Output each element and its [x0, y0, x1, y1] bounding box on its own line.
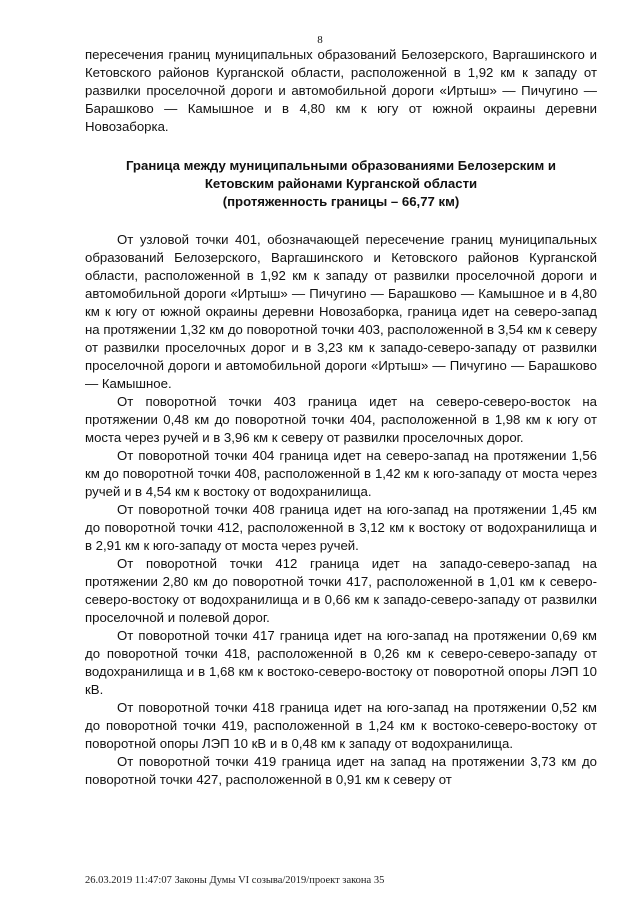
- section-heading-line-1: Граница между муниципальными образованиями Белозерским и: [125, 158, 557, 173]
- document-body: [85, 46, 597, 789]
- section-heading: [85, 157, 597, 211]
- body-paragraph: От поворотной точки 417 граница идет на юго-запад на протяжении 0,69 км до поворотной точки 418, расположенной в 0,26 км к северо-северо-западу от водохранилища и в 1,68 км к востоко-северо-востоку от поворотной опоры ЛЭП 10 кВ.: [85, 628, 597, 697]
- body-paragraph: От узловой точки 401, обозначающей пересечение границ муниципальных образований Белозерского, Варгашинского и Кетовского районов Курганской области, расположенной в 1,92 км к западу от развилки проселочной дороги и автомобильной дороги «Иртыш» — Пичугино — Барашково — Камышное и в 4,80 км к югу от южной окраины деревни Новозаборка, граница идет на северо-запад на протяжении 1,32 км до поворотной точки 403, расположенной в 3,54 км к северу от развилки проселочных дорог и в 3,23 км к западо-северо-западу от развилки проселочной дороги и автомобильной дороги «Иртыш» — Пичугино — Барашково — Камышное.: [85, 232, 597, 391]
- body-paragraph: От поворотной точки 404 граница идет на северо-запад на протяжении 1,56 км до поворотной точки 408, расположенной в 1,42 км к юго-западу от моста через ручей и в 4,54 км к востоку от водохранилища.: [85, 448, 597, 499]
- document-footer: 26.03.2019 11:47:07 Законы Думы VI созыва/2019/проект закона 35: [85, 875, 385, 886]
- body-paragraph: От поворотной точки 419 граница идет на запад на протяжении 3,73 км до поворотной точки 427, расположенной в 0,91 км к северу от: [85, 754, 597, 787]
- body-paragraph: От поворотной точки 408 граница идет на юго-запад на протяжении 1,45 км до поворотной точки 412, расположенной в 3,12 км к востоку от водохранилища и в 2,91 км к юго-западу от моста через ручей.: [85, 502, 597, 553]
- body-paragraph: От поворотной точки 403 граница идет на северо-северо-восток на протяжении 0,48 км до поворотной точки 404, расположенной в 1,98 км к югу от моста через ручей и в 3,96 км к северу от развилки проселочных дорог.: [85, 394, 597, 445]
- intro-paragraph: пересечения границ муниципальных образований Белозерского, Варгашинского и Кетовского районов Курганской области, расположенной в 1,92 км к западу от развилки проселочной дороги и автомобильной дороги «Иртыш» — Пичугино — Барашково — Камышное и в 4,80 км к югу от южной окраины деревни Новозаборка.: [85, 47, 597, 134]
- section-heading-line-2: Кетовским районами Курганской области: [204, 176, 478, 191]
- section-heading-line-3: (протяженность границы – 66,77 км): [222, 194, 460, 209]
- body-paragraph: От поворотной точки 418 граница идет на юго-запад на протяжении 0,52 км до поворотной точки 419, расположенной в 1,24 км к востоко-северо-востоку от поворотной опоры ЛЭП 10 кВ и в 0,48 км к западу от водохранилища.: [85, 700, 597, 751]
- page-number: 8: [317, 34, 323, 46]
- body-paragraph: От поворотной точки 412 граница идет на западо-северо-запад на протяжении 2,80 км до поворотной точки 417, расположенной в 1,01 км к северо-северо-востоку от водохранилища и в 0,66 км к западо-северо-западу от развилки проселочной и полевой дорог.: [85, 556, 597, 625]
